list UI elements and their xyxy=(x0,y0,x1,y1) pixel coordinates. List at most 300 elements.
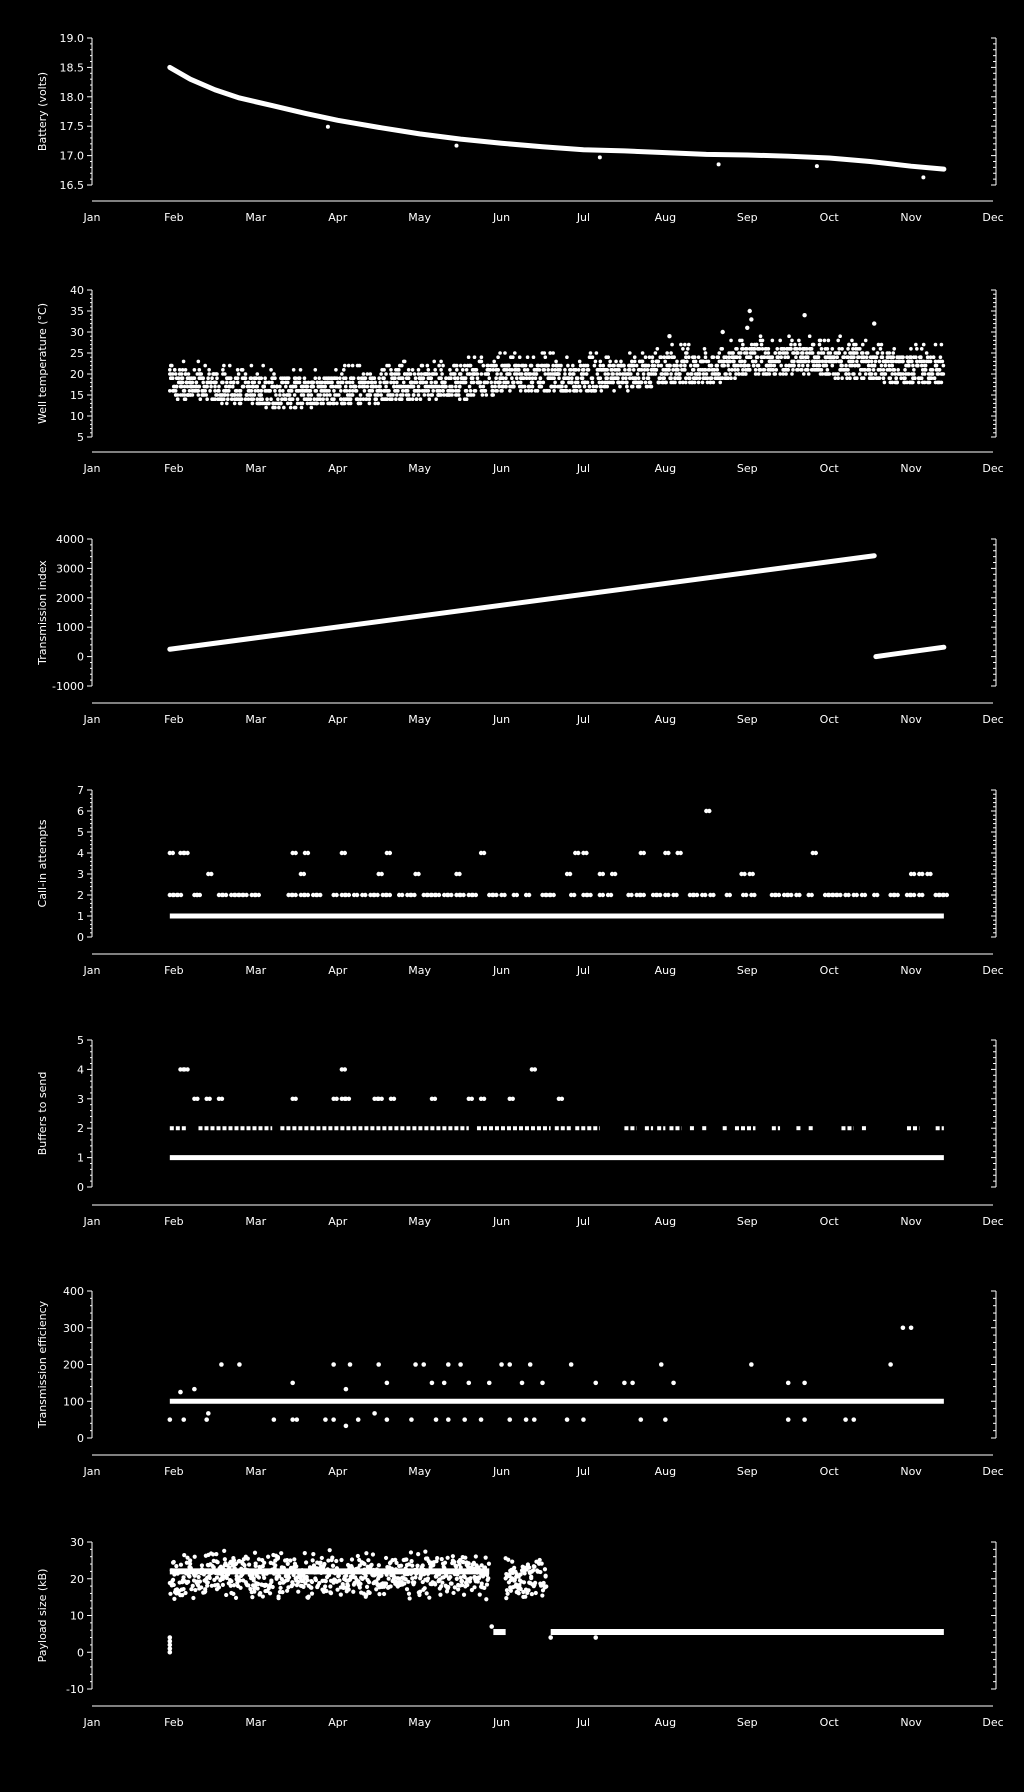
data-point xyxy=(888,351,892,355)
y-tick-label: 19.0 xyxy=(59,32,84,45)
data-point xyxy=(675,364,679,368)
x-tick-label: Oct xyxy=(819,1716,839,1729)
data-point xyxy=(409,1550,413,1554)
data-point xyxy=(318,1560,322,1564)
data-point xyxy=(425,1591,429,1595)
data-point xyxy=(296,397,300,401)
data-point xyxy=(465,1583,469,1587)
x-tick-label: Jun xyxy=(492,1716,511,1729)
data-point xyxy=(406,1580,410,1584)
data-point xyxy=(565,1417,570,1422)
data-point xyxy=(306,851,310,855)
data-point xyxy=(506,381,510,385)
data-point xyxy=(368,1591,372,1595)
level-two-point xyxy=(224,893,228,897)
data-point xyxy=(175,385,179,389)
data-point xyxy=(486,372,490,376)
data-point xyxy=(299,368,303,372)
data-point xyxy=(512,381,516,385)
data-point xyxy=(522,1580,526,1584)
data-point xyxy=(851,1417,856,1422)
data-point xyxy=(491,393,495,397)
data-point xyxy=(224,1593,228,1597)
data-point xyxy=(325,397,329,401)
data-point xyxy=(455,364,459,368)
data-point xyxy=(446,1417,451,1422)
level-two-point xyxy=(494,893,498,897)
data-point xyxy=(920,872,924,876)
data-point xyxy=(411,397,415,401)
data-point xyxy=(328,1548,332,1552)
x-tick-label: Oct xyxy=(819,211,839,224)
data-point xyxy=(195,1097,199,1101)
data-point xyxy=(690,372,694,376)
x-tick-label: Jun xyxy=(492,462,511,475)
data-point xyxy=(649,381,653,385)
data-point xyxy=(441,364,445,368)
data-point xyxy=(591,376,595,380)
y-axis-title: Payload size (kB) xyxy=(36,1568,49,1663)
data-point xyxy=(320,1556,324,1560)
data-point xyxy=(792,364,796,368)
data-point xyxy=(181,1587,185,1591)
data-point xyxy=(370,389,374,393)
data-point xyxy=(605,376,609,380)
data-point xyxy=(672,355,676,359)
data-point xyxy=(184,397,188,401)
level-two-point xyxy=(777,893,781,897)
data-point xyxy=(193,1588,197,1592)
data-point xyxy=(865,355,869,359)
data-point xyxy=(399,1564,403,1568)
data-point xyxy=(469,389,473,393)
data-point xyxy=(321,397,325,401)
x-tick-label: Apr xyxy=(328,1716,348,1729)
data-point xyxy=(368,397,372,401)
data-point xyxy=(857,364,861,368)
data-point xyxy=(284,397,288,401)
data-point xyxy=(760,343,764,347)
x-tick-label: Dec xyxy=(982,211,1004,224)
data-point xyxy=(733,376,737,380)
data-point xyxy=(527,1566,531,1570)
data-point xyxy=(349,402,353,406)
y-tick-label: 400 xyxy=(63,1285,84,1298)
data-point xyxy=(533,1067,537,1071)
data-point xyxy=(797,364,801,368)
data-point xyxy=(382,1592,386,1596)
data-point xyxy=(439,368,443,372)
data-point xyxy=(388,851,392,855)
x-tick-label: Sep xyxy=(736,964,758,977)
x-tick-label: Aug xyxy=(654,1716,677,1729)
data-point xyxy=(301,1585,305,1589)
data-point xyxy=(279,402,283,406)
data-point xyxy=(334,368,338,372)
data-point xyxy=(376,402,380,406)
data-point xyxy=(724,372,728,376)
data-point xyxy=(710,376,714,380)
data-point xyxy=(397,372,401,376)
data-point xyxy=(382,368,386,372)
data-point xyxy=(830,364,834,368)
data-point xyxy=(178,1390,183,1395)
data-point xyxy=(250,389,254,393)
y-tick-label: 3 xyxy=(77,868,84,881)
x-tick-label: Nov xyxy=(900,964,922,977)
data-point xyxy=(402,381,406,385)
data-point xyxy=(366,1558,370,1562)
data-point xyxy=(311,1558,315,1562)
data-point xyxy=(569,1362,574,1367)
data-point xyxy=(913,376,917,380)
x-tick-label: Feb xyxy=(164,713,184,726)
data-point xyxy=(687,343,691,347)
level-two-point xyxy=(666,893,670,897)
level-two-point xyxy=(257,893,261,897)
level-two-point xyxy=(609,893,613,897)
data-point xyxy=(599,376,603,380)
data-point xyxy=(510,376,514,380)
data-point xyxy=(340,372,344,376)
data-point xyxy=(429,381,433,385)
data-point xyxy=(802,372,806,376)
x-tick-label: Apr xyxy=(328,713,348,726)
x-tick-label: May xyxy=(408,462,432,475)
data-point xyxy=(191,1584,195,1588)
data-point xyxy=(344,385,348,389)
x-tick-label: Nov xyxy=(900,211,922,224)
data-point xyxy=(415,381,419,385)
data-point xyxy=(222,1549,226,1553)
data-point xyxy=(170,364,174,368)
data-point xyxy=(407,368,411,372)
data-point xyxy=(220,1097,224,1101)
data-point xyxy=(331,1564,335,1568)
data-point xyxy=(302,872,306,876)
data-point xyxy=(359,402,363,406)
data-point xyxy=(855,351,859,355)
data-point xyxy=(678,376,682,380)
data-point xyxy=(272,372,276,376)
data-point xyxy=(241,368,245,372)
data-point xyxy=(519,389,523,393)
data-point xyxy=(467,1561,471,1565)
data-point xyxy=(368,402,372,406)
data-point xyxy=(312,385,316,389)
data-point xyxy=(412,1580,416,1584)
data-point xyxy=(486,1576,490,1580)
data-point xyxy=(206,1411,211,1416)
data-point xyxy=(701,381,705,385)
data-point xyxy=(923,372,927,376)
data-point xyxy=(210,376,214,380)
data-point xyxy=(786,1417,791,1422)
level-two-point xyxy=(244,893,248,897)
x-tick-label: Aug xyxy=(654,713,677,726)
data-point xyxy=(246,1557,250,1561)
data-point xyxy=(236,381,240,385)
data-point xyxy=(385,1417,390,1422)
data-point xyxy=(786,355,790,359)
data-point xyxy=(421,364,425,368)
data-point xyxy=(236,368,240,372)
data-point xyxy=(247,381,251,385)
data-point xyxy=(318,393,322,397)
data-point xyxy=(450,385,454,389)
x-tick-label: Aug xyxy=(654,964,677,977)
data-point xyxy=(334,1559,338,1563)
data-point xyxy=(806,355,810,359)
data-point xyxy=(557,372,561,376)
data-point xyxy=(628,351,632,355)
data-point xyxy=(206,1580,210,1584)
data-point xyxy=(868,368,872,372)
data-point xyxy=(347,1587,351,1591)
data-point xyxy=(862,376,866,380)
data-point xyxy=(324,1589,328,1593)
data-point xyxy=(296,1590,300,1594)
data-point xyxy=(239,389,243,393)
data-point xyxy=(214,381,218,385)
x-tick-label: Sep xyxy=(736,1716,758,1729)
data-point xyxy=(282,406,286,410)
data-point xyxy=(365,1585,369,1589)
data-point xyxy=(262,385,266,389)
x-tick-label: Jan xyxy=(83,1215,101,1228)
data-point xyxy=(540,385,544,389)
data-point xyxy=(912,368,916,372)
y-tick-label: 18.5 xyxy=(59,61,84,75)
data-point xyxy=(559,364,563,368)
data-point xyxy=(681,347,685,351)
x-tick-label: Dec xyxy=(982,1465,1004,1478)
data-point xyxy=(536,389,540,393)
data-point xyxy=(244,372,248,376)
level-two-point xyxy=(293,893,297,897)
data-point xyxy=(171,376,175,380)
data-point xyxy=(685,351,689,355)
data-point xyxy=(197,360,201,364)
data-point xyxy=(446,1585,450,1589)
data-point xyxy=(729,376,733,380)
data-point xyxy=(504,376,508,380)
data-point xyxy=(561,381,565,385)
data-point xyxy=(376,1362,381,1367)
level-two-point xyxy=(198,893,202,897)
data-point xyxy=(473,355,477,359)
x-tick-label: Feb xyxy=(164,964,184,977)
data-point xyxy=(676,368,680,372)
data-point xyxy=(564,385,568,389)
data-point xyxy=(413,1575,417,1579)
data-point xyxy=(240,397,244,401)
data-point xyxy=(292,1557,296,1561)
data-point xyxy=(589,351,593,355)
data-point xyxy=(679,343,683,347)
data-point xyxy=(440,372,444,376)
data-point xyxy=(707,360,711,364)
y-tick-label: 30 xyxy=(70,326,84,339)
y-tick-label: 0 xyxy=(77,931,84,944)
level-two-point xyxy=(846,893,850,897)
data-point xyxy=(395,393,399,397)
data-point xyxy=(176,397,180,401)
data-point xyxy=(463,1556,467,1560)
data-point xyxy=(278,1586,282,1590)
data-point xyxy=(628,368,632,372)
x-tick-label: Oct xyxy=(819,964,839,977)
data-point xyxy=(934,343,938,347)
data-point xyxy=(451,1591,455,1595)
level-two-point xyxy=(588,893,592,897)
data-point xyxy=(253,1551,257,1555)
x-tick-label: Mar xyxy=(245,462,267,475)
data-point xyxy=(744,372,748,376)
data-point xyxy=(259,393,263,397)
data-point xyxy=(414,376,418,380)
data-point xyxy=(630,1381,635,1386)
data-point xyxy=(611,381,615,385)
data-point xyxy=(351,364,355,368)
data-point xyxy=(599,360,603,364)
data-point xyxy=(421,1362,426,1367)
data-point xyxy=(761,339,765,343)
data-point xyxy=(477,1576,481,1580)
x-tick-label: Sep xyxy=(736,462,758,475)
data-point xyxy=(207,368,211,372)
data-point xyxy=(187,1574,191,1578)
data-point xyxy=(174,372,178,376)
data-point xyxy=(847,372,851,376)
data-point xyxy=(635,364,639,368)
x-tick-label: Mar xyxy=(245,211,267,224)
data-point xyxy=(507,1362,512,1367)
data-point xyxy=(901,1325,906,1330)
data-point xyxy=(384,1582,388,1586)
data-point xyxy=(756,355,760,359)
data-point xyxy=(358,1585,362,1589)
data-point xyxy=(846,347,850,351)
data-point xyxy=(341,381,345,385)
data-point xyxy=(749,355,753,359)
data-point xyxy=(298,376,302,380)
data-point xyxy=(512,385,516,389)
data-point xyxy=(364,376,368,380)
data-point xyxy=(794,355,798,359)
data-point xyxy=(578,360,582,364)
data-point xyxy=(421,1563,425,1567)
data-point xyxy=(579,389,583,393)
data-point xyxy=(807,372,811,376)
data-point xyxy=(505,1588,509,1592)
data-point xyxy=(289,406,293,410)
data-point xyxy=(294,1417,299,1422)
data-point xyxy=(753,351,757,355)
data-point xyxy=(593,1381,598,1386)
data-point xyxy=(444,385,448,389)
data-point xyxy=(440,1557,444,1561)
data-point xyxy=(182,1553,186,1557)
data-point xyxy=(199,372,203,376)
data-point xyxy=(226,393,230,397)
data-point xyxy=(650,385,654,389)
x-tick-label: Apr xyxy=(328,462,348,475)
x-tick-label: Oct xyxy=(819,1215,839,1228)
data-point xyxy=(640,381,644,385)
data-point xyxy=(203,1589,207,1593)
data-point xyxy=(636,372,640,376)
data-point xyxy=(601,872,605,876)
data-point xyxy=(802,1381,807,1386)
x-tick-label: Sep xyxy=(736,1215,758,1228)
data-point xyxy=(171,851,175,855)
data-point xyxy=(419,397,423,401)
data-point xyxy=(352,376,356,380)
data-point xyxy=(563,368,567,372)
data-point xyxy=(838,334,842,338)
y-axis-title: Buffers to send xyxy=(36,1071,49,1156)
data-point xyxy=(931,372,935,376)
data-point xyxy=(757,364,761,368)
data-point xyxy=(244,376,248,380)
data-point xyxy=(377,376,381,380)
data-point xyxy=(530,1592,534,1596)
data-point xyxy=(642,376,646,380)
data-point xyxy=(455,368,459,372)
data-point xyxy=(174,389,178,393)
x-tick-label: Oct xyxy=(819,1465,839,1478)
data-point xyxy=(256,1586,260,1590)
x-tick-label: Feb xyxy=(164,1716,184,1729)
x-tick-label: Oct xyxy=(819,713,839,726)
data-point xyxy=(608,360,612,364)
data-point xyxy=(532,1565,536,1569)
level-two-point xyxy=(695,893,699,897)
data-point xyxy=(585,372,589,376)
data-point xyxy=(193,376,197,380)
data-point xyxy=(427,1596,431,1600)
data-point xyxy=(182,360,186,364)
data-point xyxy=(338,385,342,389)
data-point xyxy=(793,343,797,347)
data-point xyxy=(584,851,588,855)
data-point xyxy=(276,1556,280,1560)
x-tick-label: Apr xyxy=(328,964,348,977)
data-point xyxy=(642,372,646,376)
data-point xyxy=(771,339,775,343)
data-point xyxy=(468,1576,472,1580)
data-point xyxy=(293,1097,297,1101)
y-tick-label: 4 xyxy=(77,847,84,860)
data-point xyxy=(405,1587,409,1591)
data-point xyxy=(472,1585,476,1589)
data-point xyxy=(485,1582,489,1586)
data-point xyxy=(526,355,530,359)
data-point xyxy=(265,397,269,401)
data-point xyxy=(413,1362,418,1367)
data-point xyxy=(351,381,355,385)
data-point xyxy=(760,360,764,364)
level-two-point xyxy=(572,893,576,897)
level-two-point xyxy=(515,893,519,897)
data-point xyxy=(200,1563,204,1567)
data-point xyxy=(806,368,810,372)
data-point xyxy=(852,355,856,359)
data-point xyxy=(940,381,944,385)
data-point xyxy=(775,347,779,351)
y-tick-label: 0 xyxy=(77,1646,84,1660)
